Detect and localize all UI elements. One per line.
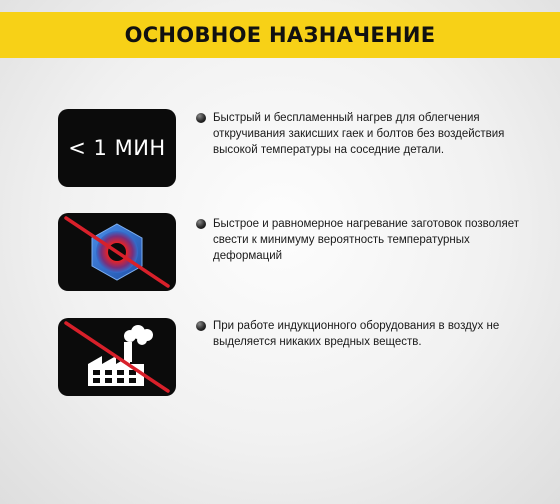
time-label: < 1 МИН bbox=[68, 136, 166, 160]
feature-item-2 bbox=[196, 216, 526, 264]
crossed-heated-nut-icon bbox=[58, 213, 176, 291]
title-banner bbox=[0, 12, 560, 58]
feature-tile-emissions bbox=[58, 318, 176, 396]
feature-tile-deformation bbox=[58, 213, 176, 291]
feature-description-3: При работе индукционного оборудования в воздух не выделяется никаких вредных веществ. bbox=[213, 320, 500, 348]
feature-description-1: Быстрый и беспламенный нагрев для облегчения откручивания закисших гаек и болтов без воздействия высокой температуры на соседние детали. bbox=[213, 112, 505, 156]
bullet-icon bbox=[196, 219, 206, 229]
feature-item-1 bbox=[196, 110, 526, 158]
bullet-icon bbox=[196, 113, 206, 123]
crossed-factory-smoke-icon bbox=[58, 318, 176, 396]
bullet-icon bbox=[196, 321, 206, 331]
feature-description-2: Быстрое и равномерное нагревание заготовок позволяет свести к минимуму вероятность температурных деформаций bbox=[213, 218, 519, 262]
feature-item-3 bbox=[196, 318, 526, 350]
feature-tile-time bbox=[58, 109, 176, 187]
page-title: ОСНОВНОЕ НАЗНАЧЕНИЕ bbox=[124, 23, 436, 47]
